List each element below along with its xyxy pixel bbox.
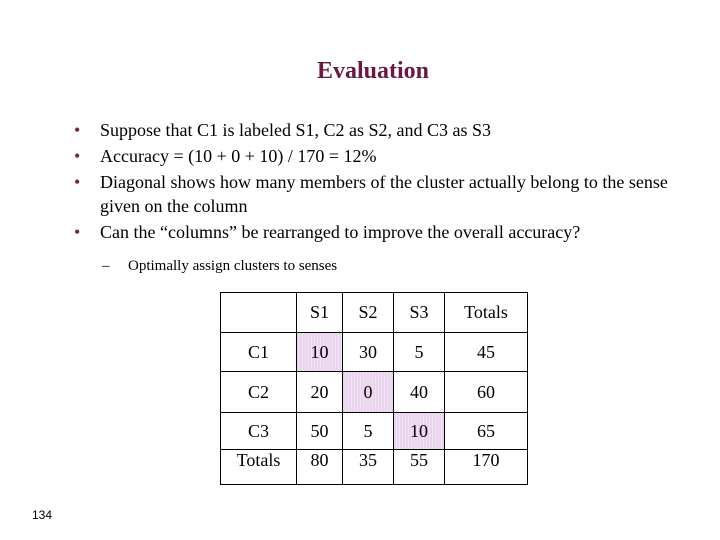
bullet-item xyxy=(74,118,694,142)
row-label: C3 xyxy=(221,413,297,450)
table-cell: 50 xyxy=(297,413,343,450)
table-row xyxy=(221,372,528,413)
row-label: C2 xyxy=(221,372,297,413)
table-cell: 40 xyxy=(394,372,445,413)
header-cell: S1 xyxy=(297,293,343,333)
header-cell: Totals xyxy=(445,293,528,333)
header-cell xyxy=(221,293,297,333)
bullet-text: Can the “columns” be rearranged to improve the overall accuracy? xyxy=(100,222,581,242)
sub-bullet-text: Optimally assign clusters to senses xyxy=(128,258,338,274)
sub-bullet xyxy=(102,258,337,275)
diagonal-cell: 10 xyxy=(297,333,343,372)
table-cell: 45 xyxy=(445,333,528,372)
diagonal-cell: 10 xyxy=(394,413,445,450)
table-cell: 35 xyxy=(343,450,394,485)
table-cell: 170 xyxy=(445,450,528,485)
bullet-text: Accuracy = (10 + 0 + 10) / 170 = 12% xyxy=(100,146,377,166)
bullet-text: Diagonal shows how many members of the cluster actually belong to the sense given on the column xyxy=(100,172,668,216)
table-cell: 30 xyxy=(343,333,394,372)
bullet-item xyxy=(74,220,694,244)
header-cell: S2 xyxy=(343,293,394,333)
header-cell: S3 xyxy=(394,293,445,333)
row-label: Totals xyxy=(221,450,297,485)
confusion-table xyxy=(220,292,528,485)
table-cell: 20 xyxy=(297,372,343,413)
diagonal-cell: 0 xyxy=(343,372,394,413)
bullet-marker: • xyxy=(74,172,81,192)
bullet-text: Suppose that C1 is labeled S1, C2 as S2, and C3 as S3 xyxy=(100,120,491,140)
slide-title: Evaluation xyxy=(316,58,430,84)
bullet-list xyxy=(74,118,694,246)
bullet-marker: • xyxy=(74,146,81,166)
table-row xyxy=(221,333,528,372)
table-header-row xyxy=(221,293,528,333)
row-label: C1 xyxy=(221,333,297,372)
page-number: 134 xyxy=(32,508,53,522)
table-cell: 60 xyxy=(445,372,528,413)
table-cell: 65 xyxy=(445,413,528,450)
table-cell: 55 xyxy=(394,450,445,485)
table-cell: 80 xyxy=(297,450,343,485)
table-cell: 5 xyxy=(394,333,445,372)
table-cell: 5 xyxy=(343,413,394,450)
bullet-item xyxy=(74,170,694,218)
table-totals-row xyxy=(221,450,528,485)
bullet-marker: • xyxy=(74,120,81,140)
bullet-item xyxy=(74,144,694,168)
bullet-marker: • xyxy=(74,222,81,242)
sub-bullet-marker: – xyxy=(102,258,110,274)
table-row xyxy=(221,413,528,450)
